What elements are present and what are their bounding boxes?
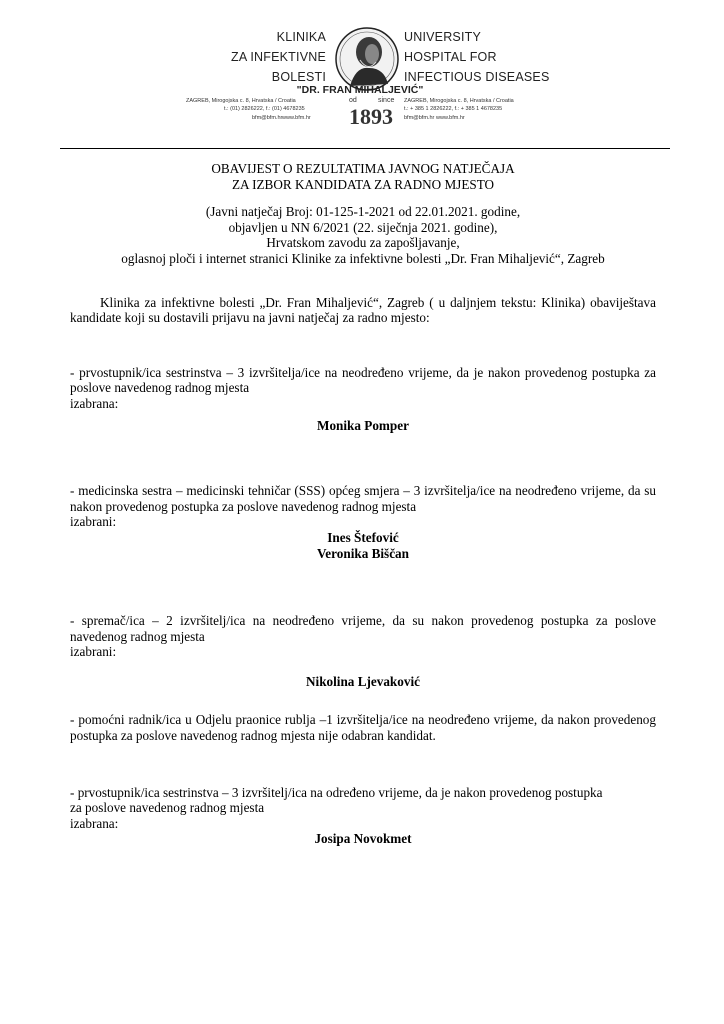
since-en: since (378, 97, 395, 104)
position-2-selected-name-2: Veronika Biščan (317, 545, 409, 561)
intro-paragraph: Klinika za infektivne bolesti „Dr. Fran Mihaljević“, Zagreb ( u daljnjem tekstu: Klinika) obaviještava kandidate koji su dostavili prijavu na javni natječaj za radno mjesto: (70, 294, 656, 326)
document-title (70, 161, 656, 192)
letterhead-right-line-2: HOSPITAL FOR (404, 50, 497, 64)
position-5-text: - prvostupnik/ica sestrinstva – 3 izvršitelj/ica na određeno vrijeme, da je nakon provedenog postupka za poslove navedenog radnog mjesta (70, 784, 603, 816)
hospital-name: "DR. FRAN MIHALJEVIĆ" (296, 84, 424, 96)
header-divider (60, 148, 670, 149)
left-email: bfm@bfm.hr (252, 115, 283, 121)
letterhead-left-line-1: KLINIKA (276, 30, 326, 44)
hospital-logo-portrait-icon (334, 26, 400, 92)
letterhead-right-line-1: UNIVERSITY (404, 30, 482, 44)
position-3 (70, 613, 656, 689)
position-5-label: izabrana: (70, 815, 119, 831)
position-2-text: - medicinska sestra – medicinski tehničar (SSS) općeg smjera – 3 izvršitelja/ice na neodređeno vrijeme, da su nakon provedenog postupka za poslove navedenog radnog mjesta (70, 483, 656, 514)
position-4-text: - pomoćni radnik/ica u Odjelu praonice rublja –1 izvršitelja/ice na neodređeno vrijeme, da nakon provedenog postupka za poslove navedenog radnog mjesta nije odabran kandidat. (70, 712, 656, 744)
letterhead (0, 0, 724, 140)
document-body (70, 158, 656, 847)
position-1 (70, 365, 656, 433)
position-2 (70, 483, 656, 561)
pub-line-2: objavljen u NN 6/2021 (22. siječnja 2021. godine), (228, 219, 498, 235)
position-5 (70, 785, 656, 847)
position-1-label: izabrana: (70, 395, 119, 411)
title-line-1: OBAVIJEST O REZULTATIMA JAVNOG NATJEČAJA (211, 161, 515, 176)
founding-year: 1893 (349, 104, 393, 129)
position-3-label: izabrani: (70, 644, 117, 660)
left-phone: t.: (01) 2826222, f.: (01) 4678235 (224, 106, 305, 112)
title-line-2: ZA IZBOR KANDIDATA ZA RADNO MJESTO (231, 176, 495, 192)
letterhead-left-line-3: BOLESTI (271, 70, 326, 84)
right-email: bfm@bfm.hr (404, 115, 435, 121)
position-5-selected-name: Josipa Novokmet (314, 831, 412, 847)
left-address: ZAGREB, Mirogojska c. 8, Hrvatska / Croatia (186, 98, 296, 104)
since-hr: od (349, 97, 357, 104)
right-phone: t.: + 385 1 2826222, f.: + 385 1 4678235 (404, 106, 503, 112)
position-1-selected-name: Monika Pomper (317, 417, 409, 433)
right-web: www.bfm.hr (436, 115, 465, 121)
pub-line-3: Hrvatskom zavodu za zapošljavanje, (266, 235, 460, 251)
position-3-text: - spremač/ica – 2 izvršitelj/ica na neodređeno vrijeme, da su nakon provedenog postupka za poslove navedenog radnog mjesta (70, 613, 656, 644)
letterhead-left-line-2: ZA INFEKTIVNE (231, 50, 326, 64)
pub-line-4: oglasnoj ploči i internet stranici Klinike za infektivne bolesti „Dr. Fran Mihaljević“, Zagreb (121, 250, 605, 266)
publication-info (70, 204, 656, 266)
position-2-label: izabrani: (70, 514, 117, 530)
right-address: ZAGREB, Mirogojska c. 8, Hrvatska / Croatia (404, 98, 514, 104)
letterhead-right-line-3: INFECTIOUS DISEASES (404, 70, 550, 84)
position-2-selected-name-1: Ines Štefović (327, 529, 399, 545)
left-web: www.bfm.hr (282, 115, 311, 121)
position-1-text: - prvostupnik/ica sestrinstva – 3 izvršitelja/ice na neodređeno vrijeme, da je nakon provedenog postupka za poslove navedenog radnog mjesta (70, 364, 656, 396)
position-3-selected-name: Nikolina Ljevaković (306, 673, 420, 689)
position-4 (70, 712, 656, 743)
pub-line-1: (Javni natječaj Broj: 01-125-1-2021 od 22.01.2021. godine, (205, 204, 521, 220)
